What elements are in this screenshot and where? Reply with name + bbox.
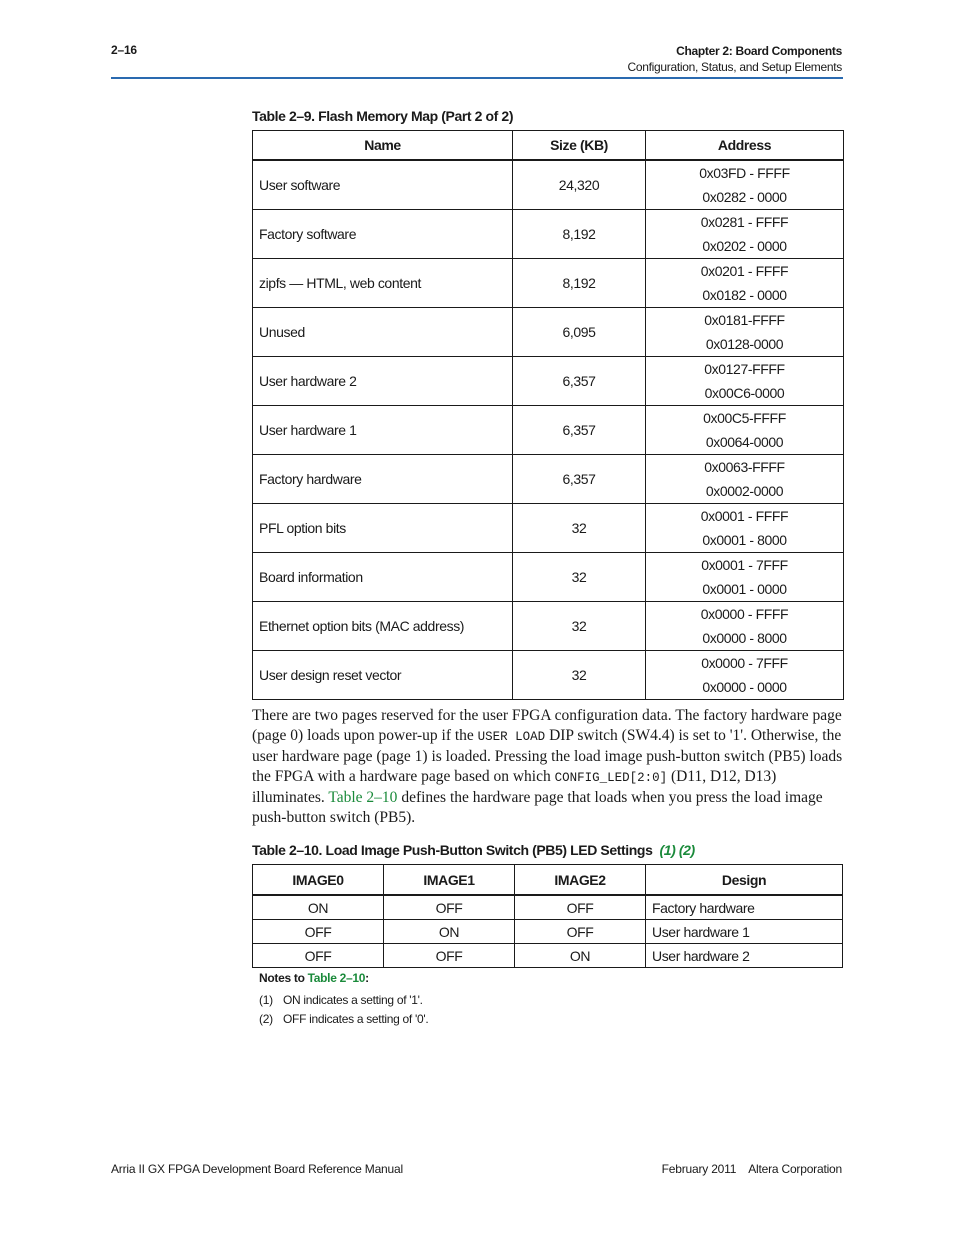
- cell-size: 32: [513, 504, 646, 553]
- cell-image1: ON: [384, 920, 515, 944]
- header-divider: [111, 77, 843, 79]
- column-header-image2: IMAGE2: [515, 865, 646, 896]
- address-high: 0x0181-FFFF: [704, 312, 785, 328]
- table-2-10-caption: [252, 842, 695, 858]
- flash-memory-map-table: [252, 130, 844, 700]
- address-high: 0x0063-FFFF: [704, 459, 785, 475]
- caption-note-links[interactable]: (1) (2): [659, 842, 695, 858]
- cell-size: 32: [513, 602, 646, 651]
- cell-address: [646, 602, 844, 651]
- address-high: 0x0201 - FFFF: [700, 263, 789, 279]
- cell-size: 8,192: [513, 259, 646, 308]
- note-item: [259, 993, 423, 1007]
- code-config-led: CONFIG_LED[2:0]: [554, 770, 668, 785]
- note-number: (2): [259, 1012, 273, 1026]
- page-number: 2–16: [111, 43, 137, 57]
- address-low: 0x0001 - 0000: [702, 581, 787, 597]
- section-title: Configuration, Status, and Setup Elements: [627, 60, 842, 74]
- table-header-row: [253, 865, 843, 896]
- caption-text: Table 2–10. Load Image Push-Button Switch (PB5) LED Settings: [252, 842, 653, 858]
- table-header-row: [253, 131, 844, 161]
- cell-name: Board information: [253, 553, 513, 602]
- cell-name: Unused: [253, 308, 513, 357]
- cell-address: [646, 504, 844, 553]
- address-low: 0x0000 - 0000: [702, 679, 787, 695]
- note-number: (1): [259, 993, 273, 1007]
- note-item: [259, 1012, 428, 1026]
- running-header: [627, 43, 842, 75]
- cell-size: 6,357: [513, 455, 646, 504]
- address-low: 0x0182 - 0000: [702, 287, 787, 303]
- address-low: 0x0282 - 0000: [702, 189, 787, 205]
- cell-address: [646, 357, 844, 406]
- notes-title: [259, 971, 369, 985]
- notes-table-link[interactable]: Table 2–10: [307, 971, 366, 985]
- table-row: [253, 504, 844, 553]
- column-header-address: Address: [646, 131, 844, 161]
- table-row: [253, 455, 844, 504]
- address-high: 0x0281 - FFFF: [700, 214, 789, 230]
- cell-address: [646, 160, 844, 210]
- cell-address: [646, 259, 844, 308]
- cell-image0: OFF: [253, 920, 384, 944]
- table-row: [253, 944, 843, 968]
- cell-address: [646, 406, 844, 455]
- notes-prefix: Notes to: [259, 971, 308, 985]
- table-row: [253, 602, 844, 651]
- led-settings-table: [252, 864, 843, 968]
- code-user-load: USER LOAD: [477, 729, 546, 744]
- cell-size: 6,357: [513, 406, 646, 455]
- column-header-image0: IMAGE0: [253, 865, 384, 896]
- cell-address: [646, 210, 844, 259]
- cell-address: [646, 651, 844, 700]
- cell-address: [646, 553, 844, 602]
- paragraph-text: DIP switch (SW4.4) is set to '1'. Otherwise, the user hardware page (page 1) is loaded. Pressing the load image push-button switch (PB5) loads the FPGA with a hardware page based on which: [252, 726, 843, 785]
- cell-name: User software: [253, 160, 513, 210]
- cell-name: User design reset vector: [253, 651, 513, 700]
- address-high: 0x0000 - FFFF: [700, 606, 789, 622]
- cell-design: User hardware 1: [646, 920, 843, 944]
- table-row: [253, 308, 844, 357]
- address-high: 0x0000 - 7FFF: [701, 655, 788, 671]
- table-row: [253, 160, 844, 210]
- cell-name: Factory software: [253, 210, 513, 259]
- cell-name: PFL option bits: [253, 504, 513, 553]
- cell-image2: OFF: [515, 895, 646, 920]
- cell-image0: ON: [253, 895, 384, 920]
- cell-size: 8,192: [513, 210, 646, 259]
- note-text: ON indicates a setting of '1'.: [283, 993, 423, 1007]
- table-row: [253, 651, 844, 700]
- cell-name: User hardware 2: [253, 357, 513, 406]
- address-high: 0x03FD - FFFF: [699, 165, 790, 181]
- table-row: [253, 406, 844, 455]
- address-low: 0x0202 - 0000: [702, 238, 787, 254]
- cell-design: User hardware 2: [646, 944, 843, 968]
- cell-image2: OFF: [515, 920, 646, 944]
- column-header-size: Size (KB): [513, 131, 646, 161]
- table-row: [253, 920, 843, 944]
- cell-size: 32: [513, 651, 646, 700]
- table-row: [253, 895, 843, 920]
- paragraph-text: (D11, D12, D13) illuminates.: [252, 767, 777, 806]
- table-row: [253, 553, 844, 602]
- cell-size: 24,320: [513, 160, 646, 210]
- address-low: 0x0000 - 8000: [702, 630, 787, 646]
- cell-size: 32: [513, 553, 646, 602]
- address-low: 0x0001 - 8000: [702, 532, 787, 548]
- footer-company: Altera Corporation: [748, 1162, 842, 1176]
- address-high: 0x0127-FFFF: [704, 361, 785, 377]
- address-low: 0x0128-0000: [705, 336, 784, 352]
- cell-name: User hardware 1: [253, 406, 513, 455]
- cell-image2: ON: [515, 944, 646, 968]
- cell-name: Ethernet option bits (MAC address): [253, 602, 513, 651]
- cell-name: zipfs — HTML, web content: [253, 259, 513, 308]
- paragraph-text: defines the hardware page that loads when you press the load image push-button switch (PB5).: [252, 789, 823, 826]
- column-header-image1: IMAGE1: [384, 865, 515, 896]
- body-paragraph: [252, 706, 844, 827]
- cell-address: [646, 455, 844, 504]
- column-header-name: Name: [253, 131, 513, 161]
- cell-name: Factory hardware: [253, 455, 513, 504]
- table-row: [253, 259, 844, 308]
- address-high: 0x0001 - 7FFF: [701, 557, 788, 573]
- address-low: 0x0002-0000: [705, 483, 784, 499]
- footer-manual-title: Arria II GX FPGA Development Board Reference Manual: [111, 1162, 403, 1176]
- table-row: [253, 210, 844, 259]
- address-low: 0x00C6-0000: [704, 385, 785, 401]
- table-2-9-caption: Table 2–9. Flash Memory Map (Part 2 of 2): [252, 108, 514, 124]
- cell-design: Factory hardware: [646, 895, 843, 920]
- note-text: OFF indicates a setting of '0'.: [283, 1012, 429, 1026]
- cell-image0: OFF: [253, 944, 384, 968]
- footer-date: February 2011: [661, 1162, 737, 1176]
- notes-suffix: :: [365, 971, 369, 985]
- chapter-title: Chapter 2: Board Components: [676, 44, 842, 58]
- table-row: [253, 357, 844, 406]
- cell-image1: OFF: [384, 895, 515, 920]
- paragraph-text: There are two pages reserved for the user FPGA configuration data. The factory hardware page (page 0) loads upon power-up if the: [252, 707, 842, 744]
- cell-size: 6,095: [513, 308, 646, 357]
- address-high: 0x00C5-FFFF: [703, 410, 786, 426]
- address-high: 0x0001 - FFFF: [700, 508, 789, 524]
- table-2-10-link[interactable]: Table 2–10: [328, 789, 398, 806]
- cell-address: [646, 308, 844, 357]
- cell-image1: OFF: [384, 944, 515, 968]
- column-header-design: Design: [646, 865, 843, 896]
- address-low: 0x0064-0000: [705, 434, 784, 450]
- footer-info: [662, 1162, 842, 1176]
- cell-size: 6,357: [513, 357, 646, 406]
